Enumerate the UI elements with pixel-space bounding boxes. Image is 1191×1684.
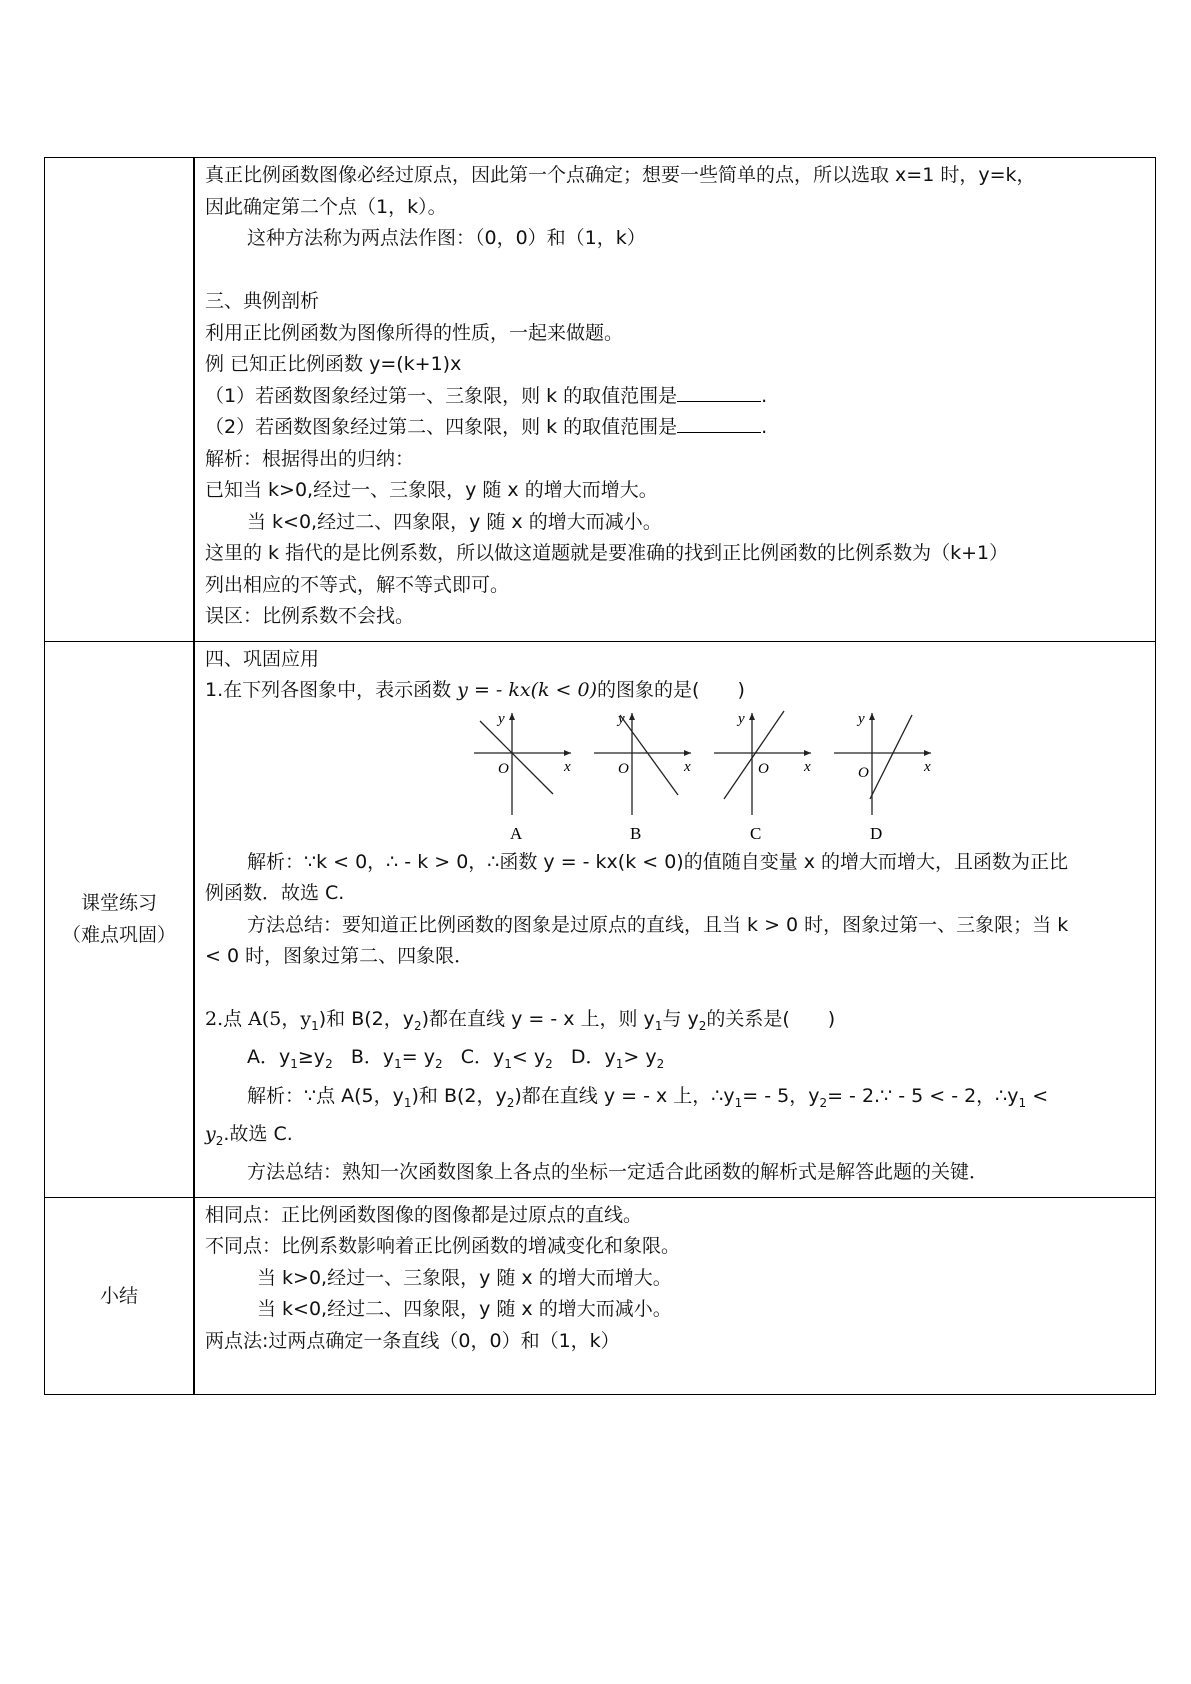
q1-analysis: 例函数．故选 C.	[205, 882, 345, 904]
q1-analysis: 解析：∵k < 0，∴ - k > 0，∴函数 y = - kx(k < 0)的值随自变量 x 的增大而增大，且函数为正比	[247, 850, 1069, 873]
x-arrow	[804, 750, 811, 756]
row-label-summary	[45, 1197, 195, 1394]
summary-line: 相同点：正比例函数图像的图像都是过原点的直线。	[205, 1203, 643, 1226]
option-c	[460, 1046, 553, 1072]
graph-a	[474, 711, 571, 843]
q2-summary: 方法总结：熟知一次函数图象上各点的坐标一定适合此函数的解析式是解答此题的关键．	[247, 1161, 989, 1184]
section-heading: 三、典例剖析	[205, 290, 320, 312]
graph-label: A	[510, 823, 523, 843]
y-label: y	[858, 710, 865, 727]
row-content-method	[194, 158, 1156, 642]
y-arrow	[509, 713, 515, 720]
graph-line	[870, 715, 912, 799]
option-text: < y	[511, 1046, 546, 1069]
subscript: 1	[615, 1057, 624, 1072]
answer-blank	[677, 381, 761, 402]
subscript: 2	[698, 1018, 707, 1033]
text-line: 利用正比例函数为图像所得的性质，一起来做题。	[205, 321, 624, 344]
q1-summary: 方法总结：要知道正比例函数的图象是过原点的直线，且当 k > 0 时，图象过第一、三象限；当 k	[247, 913, 1069, 936]
q1-graph-figure	[205, 707, 965, 847]
option-d	[570, 1046, 665, 1072]
x-label: x	[804, 758, 811, 775]
row-content-practice	[194, 641, 1156, 1197]
text-line: 这种方法称为两点法作图：（0，0）和（1，k）	[247, 227, 646, 249]
y-label: y	[618, 710, 625, 727]
analysis-part: )都在直线 y = - x 上，∴y	[514, 1084, 735, 1107]
text-line: 误区：比例系数不会找。	[205, 605, 415, 627]
origin-label: O	[858, 764, 869, 781]
x-arrow	[564, 750, 571, 756]
subscript: 2	[819, 1095, 828, 1110]
x-label: x	[924, 758, 931, 775]
origin-label: O	[758, 760, 769, 777]
subscript: 1	[734, 1095, 743, 1110]
subscript: 2	[656, 1057, 665, 1072]
q1-graphs	[205, 707, 1147, 847]
graph-line	[620, 715, 678, 795]
text-line: 真正比例函数图像必经过原点，因此第一个点确定；想要一些简单的点，所以选取 x=1 时，y=k，	[205, 164, 1036, 186]
subscript: 1	[1018, 1095, 1027, 1110]
text-line: 列出相应的不等式，解不等式即可。	[205, 573, 510, 596]
option-a	[247, 1046, 333, 1072]
summary-line: 当 k>0,经过一、三象限，y 随 x 的增大而增大。	[257, 1266, 672, 1289]
q2-part: )都在直线 y = - x 上，则 y	[421, 1008, 655, 1030]
analysis-part: = - 2.∵ - 5 < - 2，∴y	[827, 1084, 1019, 1107]
subscript: 2	[325, 1057, 333, 1072]
text-line: 解析：根据得出的归纳：	[205, 447, 415, 470]
option-text: = y	[401, 1046, 435, 1069]
q1-prefix: 1.在下列各图象中，表示函数	[205, 679, 458, 701]
summary-line: 当 k<0,经过二、四象限，y 随 x 的增大而减小。	[257, 1298, 672, 1321]
subscript: 2	[434, 1057, 443, 1072]
analysis-part: )和 B(2，y	[411, 1084, 507, 1107]
origin-label: O	[498, 760, 509, 777]
q2-part: 与 y	[662, 1008, 699, 1030]
x-arrow	[924, 750, 931, 756]
q2-analysis	[205, 1081, 1147, 1119]
graph-label: B	[630, 823, 642, 843]
y-arrow	[749, 713, 755, 720]
blank-end: .	[761, 416, 768, 438]
text-line: 已知当 k>0,经过一、三象限，y 随 x 的增大而增大。	[205, 479, 658, 501]
subscript: 2	[545, 1057, 553, 1072]
x-label: x	[684, 758, 691, 775]
row-summary	[45, 1197, 1156, 1394]
question-1-line	[205, 381, 1147, 413]
y-label: y	[738, 710, 745, 727]
graph-line	[480, 721, 553, 794]
row-content-summary	[194, 1197, 1156, 1394]
summary-line: 两点法:过两点确定一条直线（0，0）和（1，k）	[205, 1329, 620, 1352]
analysis-part: y	[205, 1122, 216, 1145]
q2-part: )和 B(2，y	[318, 1008, 414, 1030]
subscript: 2	[414, 1018, 422, 1033]
y-arrow	[629, 713, 635, 720]
q2-part: 2.点 A(5，y	[205, 1008, 312, 1030]
y-arrow	[869, 713, 875, 720]
option-text: B．y	[350, 1046, 395, 1069]
analysis-part: <	[1026, 1084, 1049, 1107]
analysis-part: .故选 C.	[223, 1122, 293, 1145]
question-2-line	[205, 412, 1147, 444]
analysis-part: 解析：∵点 A(5，y	[247, 1084, 404, 1107]
q2-analysis-cont	[205, 1119, 1147, 1157]
option-text: > y	[623, 1046, 657, 1069]
blank-line	[205, 255, 1147, 287]
subscript: 1	[504, 1057, 512, 1072]
q2-part: 的关系是( )	[706, 1008, 836, 1030]
row-method	[45, 158, 1156, 642]
row-label-empty	[45, 158, 195, 642]
q1-stem	[205, 675, 1147, 707]
row-practice	[45, 641, 1156, 1197]
y-label: y	[498, 710, 505, 727]
blank-end: .	[761, 384, 768, 407]
graph-d	[834, 711, 931, 843]
option-text: D．y	[570, 1046, 616, 1069]
subscript: 1	[403, 1095, 412, 1110]
spacer-line	[205, 973, 1147, 1005]
origin-label: O	[618, 760, 629, 777]
q1-formula: y = - kx(k < 0)	[457, 679, 598, 701]
subscript: 1	[311, 1018, 319, 1033]
subscript: 1	[290, 1057, 298, 1072]
graph-b	[594, 711, 691, 843]
question-2-text: （2）若函数图象经过第二、四象限，则 k 的取值范围是	[205, 416, 678, 438]
label-line: 课堂练习	[80, 892, 157, 915]
analysis-part: = - 5，y	[742, 1084, 820, 1107]
subscript: 1	[394, 1057, 402, 1072]
question-1-text: （1）若函数图象经过第一、三象限，则 k 的取值范围是	[205, 384, 678, 407]
subscript: 1	[654, 1018, 663, 1033]
option-text: ≥y	[297, 1046, 326, 1069]
q2-options	[205, 1042, 1147, 1080]
subscript: 2	[215, 1133, 224, 1148]
option-b	[350, 1046, 443, 1072]
graph-label: C	[750, 823, 762, 843]
subscript: 2	[506, 1095, 515, 1110]
summary-line: 不同点：比例系数影响着正比例函数的增减变化和象限。	[205, 1235, 681, 1258]
label-line: （难点巩固）	[61, 924, 176, 947]
section-heading: 四、巩固应用	[205, 647, 320, 670]
example-line: 例 已知正比例函数 y=(k+1)x	[205, 353, 462, 375]
text-line: 这里的 k 指代的是比例系数，所以做这道题就是要准确的找到正比例函数的比例系数为（k+1）	[205, 542, 1009, 564]
row-label-practice	[45, 641, 195, 1197]
x-label: x	[564, 758, 571, 775]
q1-suffix: 的图象的是( )	[597, 679, 745, 701]
graph-label: D	[870, 823, 883, 843]
option-text: C．y	[460, 1046, 505, 1069]
answer-blank	[677, 412, 761, 433]
option-text: A．y	[247, 1046, 291, 1069]
summary-label: 小结	[99, 1284, 138, 1307]
text-line: 当 k<0,经过二、四象限，y 随 x 的增大而减小。	[247, 510, 662, 533]
x-arrow	[684, 750, 691, 756]
q1-summary: < 0 时，图象过第二、四象限．	[205, 945, 474, 967]
lesson-table	[44, 157, 1156, 1395]
graph-c	[714, 711, 811, 843]
graph-line	[724, 711, 784, 799]
q2-stem	[205, 1004, 1147, 1042]
text-line: 因此确定第二个点（1，k）。	[205, 195, 447, 218]
